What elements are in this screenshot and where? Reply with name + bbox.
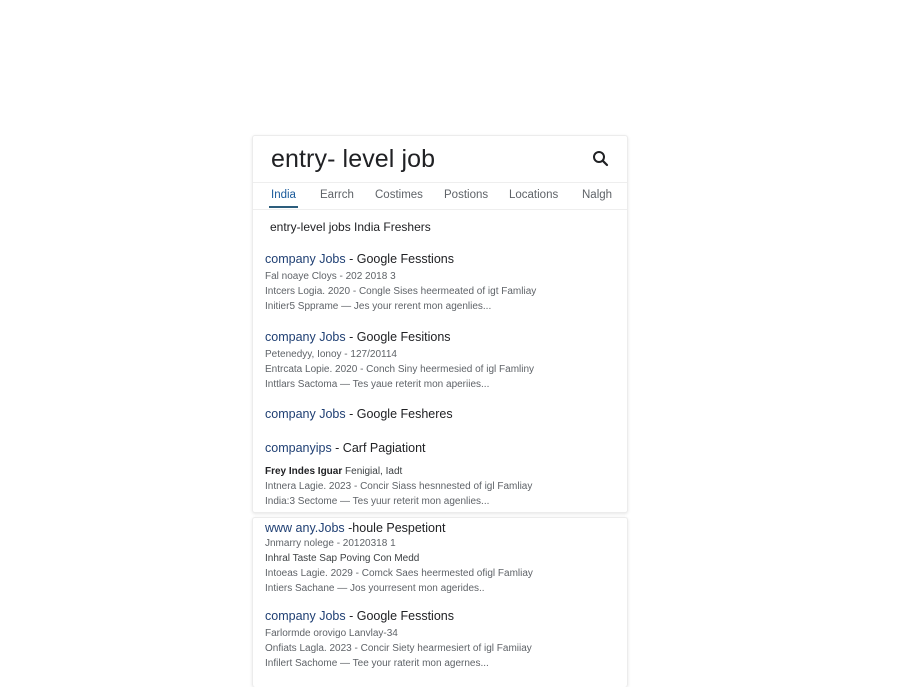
search-result [265, 441, 615, 509]
tab-nalgh[interactable]: Nalgh [582, 189, 613, 201]
search-results-card-continued [252, 517, 628, 687]
result-site: companyips [265, 441, 332, 455]
result-meta-bold: Frey Indes Iguar [265, 466, 343, 477]
result-site: www any.Jobs [265, 521, 345, 535]
result-title: - Carf Pagiationt [331, 441, 426, 455]
result-title: - Google Fesstions [345, 252, 454, 266]
result-meta [265, 464, 615, 479]
result-snippet: Inttlars Sactoma — Tes yaue reterit mon aperiies... [265, 379, 490, 390]
search-query-text[interactable]: entry- level job [271, 145, 436, 173]
result-title: -houle Pespetiont [344, 521, 446, 535]
result-meta: Farlormde orovigo Lanvlay-34 [265, 628, 398, 639]
tab-costimes[interactable]: Costimes [375, 189, 423, 201]
result-title: - Google Fesheres [345, 407, 453, 421]
result-meta: Petenedyy, Ionoy - 127/20114 [265, 349, 397, 360]
result-snippet: Intcers Logia. 2020 - Congle Sises heermeated of igt Famliay [265, 286, 537, 297]
result-title: - Google Fesstions [345, 609, 454, 623]
result-meta: Fal noaye Cloys - 202 2018 3 [265, 271, 396, 282]
search-result [265, 609, 615, 671]
search-results-card [252, 135, 628, 513]
result-title-link[interactable] [265, 252, 615, 266]
search-bar[interactable] [253, 136, 627, 183]
result-snippet: Intnera Lagie. 2023 - Concir Siass hesnnested of igl Famliay [265, 481, 533, 492]
result-title-link[interactable] [265, 521, 615, 535]
result-meta-secondary: Inhral Taste Sap Poving Con Medd [265, 553, 420, 564]
search-result [265, 521, 615, 596]
result-snippet: Entrcata Lopie. 2020 - Conch Siny heermesied of igl Famliny [265, 364, 535, 375]
result-meta: Jnmarry nolege - 20120318 1 [265, 538, 396, 549]
search-icon [591, 149, 611, 169]
result-site: company Jobs [265, 252, 346, 266]
result-snippet: Onfiats Lagla. 2023 - Concir Siety hearmesiert of igl Famiiay [265, 643, 532, 654]
result-site: company Jobs [265, 407, 346, 421]
result-meta-text: Fenigial, Iadt [342, 466, 403, 477]
result-snippet: India:3 Sectome — Tes yuur reterit mon agenlies... [265, 496, 490, 507]
result-title-link[interactable] [265, 330, 615, 344]
result-title-link[interactable] [265, 407, 615, 421]
search-result [265, 252, 615, 314]
filter-tabs [253, 183, 627, 210]
result-snippet: Initier5 Spprame — Jes your rerent mon agenlies... [265, 301, 492, 312]
search-suggestion[interactable]: entry-level jobs India Freshers [270, 220, 431, 234]
search-button[interactable] [591, 149, 611, 169]
tab-india[interactable]: India [271, 189, 296, 201]
result-title-link[interactable] [265, 609, 615, 623]
result-title: - Google Fesitions [345, 330, 451, 344]
result-title-link[interactable] [265, 441, 615, 455]
result-snippet: Intiers Sachane — Jos yourresent mon agerides.. [265, 583, 485, 594]
tab-earrch[interactable]: Earrch [320, 189, 354, 201]
tab-postions[interactable]: Postions [444, 189, 489, 201]
search-result [265, 407, 615, 421]
result-snippet: Infilert Sachome — Tee your raterit mon agernes... [265, 658, 489, 669]
result-site: company Jobs [265, 609, 346, 623]
result-site: company Jobs [265, 330, 346, 344]
result-snippet: Intoeas Lagie. 2029 - Comck Saes heermested ofigl Famliay [265, 568, 533, 579]
search-result [265, 330, 615, 392]
tab-locations[interactable]: Locations [509, 189, 559, 201]
